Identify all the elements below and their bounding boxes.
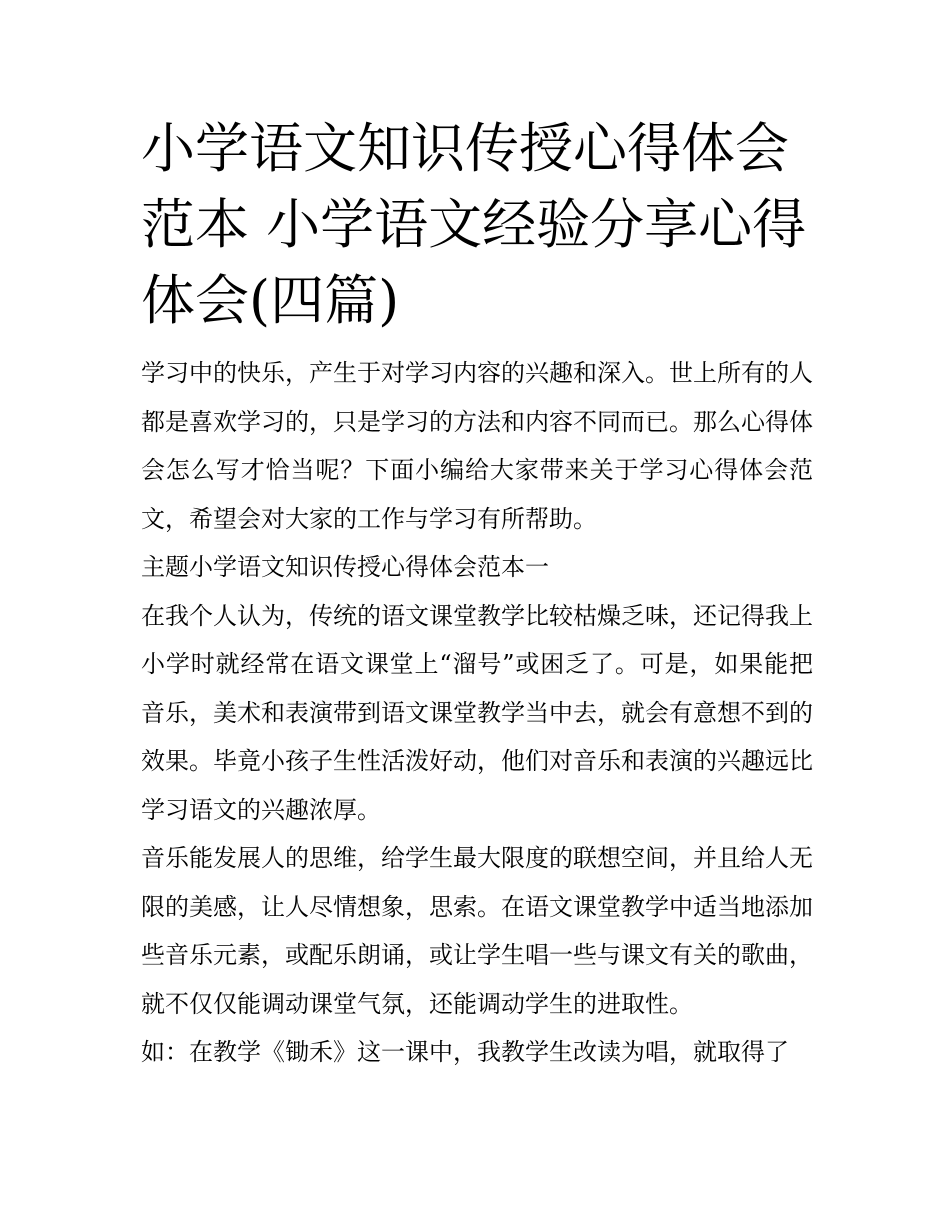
body-paragraph: 在我个人认为，传统的语文课堂教学比较枯燥乏味，还记得我上小学时就经常在语文课堂上“溜号”或困乏了。可是，如果能把音乐，美术和表演带到语文课堂教学当中去，就会有意想不到的效果。毕竟小孩子生性活泼好动，他们对音乐和表演的兴趣远比学习语文的兴趣浓厚。 <box>141 601 813 824</box>
document-body <box>141 111 813 1077</box>
document-title: 小学语文知识传授心得体会范本 小学语文经验分享心得体会(四篇) <box>141 117 807 332</box>
body-paragraph: 音乐能发展人的思维，给学生最大限度的联想空间，并且给人无限的美感，让人尽情想象，思索。在语文课堂教学中适当地添加些音乐元素，或配乐朗诵，或让学生唱一些与课文有关的歌曲，就不仅仅能调动课堂气氛，还能调动学生的进取性。 <box>141 844 813 1018</box>
body-paragraph: 如：在教学《锄禾》这一课中，我教学生改读为唱，就取得了 <box>141 1038 789 1066</box>
section-heading: 主题小学语文知识传授心得体会范本一 <box>141 553 549 581</box>
intro-paragraph: 学习中的快乐，产生于对学习内容的兴趣和深入。世上所有的人都是喜欢学习的，只是学习的方法和内容不同而已。那么心得体会怎么写才恰当呢？下面小编给大家带来关于学习心得体会范文，希望会对大家的工作与学习有所帮助。 <box>141 359 813 533</box>
